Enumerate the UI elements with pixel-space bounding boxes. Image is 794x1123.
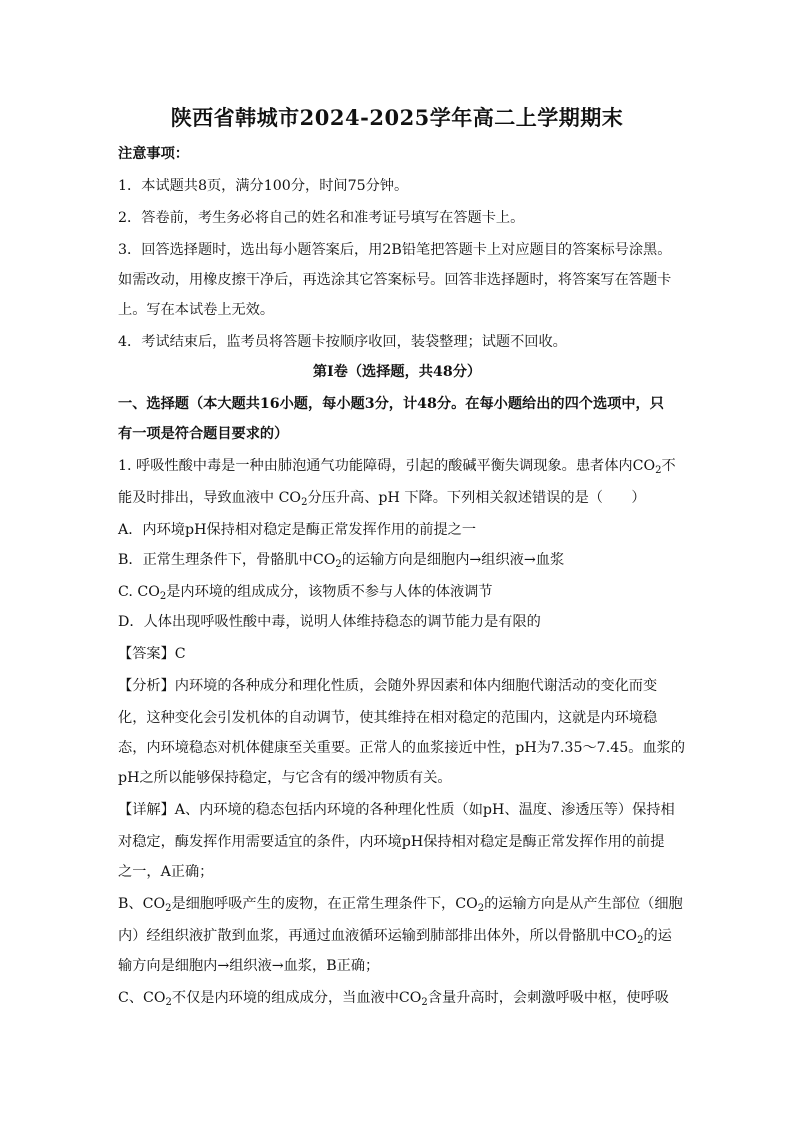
detail-line: 对稳定，酶发挥作用需要适宜的条件，内环境pH保持相对稳定是酶正常发挥作用的前提 xyxy=(118,834,665,850)
detail-line: C、$CO_2$不仅是内环境的组成成分，当血液中$CO_2$含量升高时，会刺激呼吸中枢，使呼吸 xyxy=(118,990,669,1008)
page-title: 陕西省韩城市2024-2025学年高二上学期期末 xyxy=(170,105,624,130)
question-stem: 1. 呼吸性酸中毒是一种由肺泡通气功能障碍，引起的酸碱平衡失调现象。患者体内$CO_2$不 xyxy=(118,458,676,476)
part-heading: 有一项是符合题目要求的） xyxy=(118,426,289,442)
analysis-line: 化，这种变化会引发机体的自动调节，使其维持在相对稳定的范围内，这就是内环境稳 xyxy=(118,710,658,726)
notice-item: 2．答卷前，考生务必将自己的姓名和准考证号填写在答题卡上。 xyxy=(118,210,525,226)
notice-item: 4．考试结束后，监考员将答题卡按顺序收回，装袋整理；试题不回收。 xyxy=(118,334,567,350)
notice-item: 3．回答选择题时，选出每小题答案后，用2B铅笔把答题卡上对应题目的答案标号涂黑。 xyxy=(118,242,672,258)
part-heading: 一、选择题（本大题共16小题，每小题3分，计48分。在每小题给出的四个选项中，只 xyxy=(118,396,664,412)
analysis-line: 【分析】内环境的各种成分和理化性质，会随外界因素和体内细胞代谢活动的变化而变 xyxy=(118,678,658,694)
detail-line: 输方向是细胞内→组织液→血浆，B正确； xyxy=(118,958,380,974)
analysis-line: pH之所以能够保持稳定，与它含有的缓冲物质有关。 xyxy=(118,770,452,786)
answer-line: 【答案】C xyxy=(118,646,186,662)
detail-line: 之一，A正确； xyxy=(118,864,214,880)
notice-item: 上。写在本试卷上无效。 xyxy=(118,302,275,318)
detail-line: 【详解】A、内环境的稳态包括内环境的各种理化性质（如pH、温度、渗透压等）保持相 xyxy=(118,802,675,818)
question-stem: 能及时排出，导致血液中 $CO_2$分压升高、pH 下降。下列相关叙述错误的是（ ） xyxy=(118,490,646,508)
section-title: 第I卷（选择题，共48分） xyxy=(312,364,482,380)
option-b: B．正常生理条件下，骨骼肌中$CO_2$的运输方向是细胞内→组织液→血浆 xyxy=(118,552,565,570)
detail-line: 内）经组织液扩散到血浆，再通过血液循环运输到肺部排出体外，所以骨骼肌中$CO_2$的运 xyxy=(118,928,672,946)
option-a: A．内环境pH保持相对稳定是酶正常发挥作用的前提之一 xyxy=(118,522,477,538)
notice-heading: 注意事项： xyxy=(118,146,189,162)
notice-item: 1．本试题共8页，满分100分，时间75分钟。 xyxy=(118,178,409,194)
notice-item: 如需改动，用橡皮擦干净后，再选涂其它答案标号。回答非选择题时，将答案写在答题卡 xyxy=(118,272,672,288)
detail-line: B、$CO_2$是细胞呼吸产生的废物，在正常生理条件下，$CO_2$的运输方向是从产生部位（细胞 xyxy=(118,896,683,914)
option-c: C. $CO_2$是内环境的组成成分，该物质不参与人体的体液调节 xyxy=(118,584,493,602)
option-d: D．人体出现呼吸性酸中毒，说明人体维持稳态的调节能力是有限的 xyxy=(118,614,541,630)
analysis-line: 态，内环境稳态对机体健康至关重要。正常人的血浆接近中性，pH为7.35～7.45。血浆的 xyxy=(118,740,686,756)
